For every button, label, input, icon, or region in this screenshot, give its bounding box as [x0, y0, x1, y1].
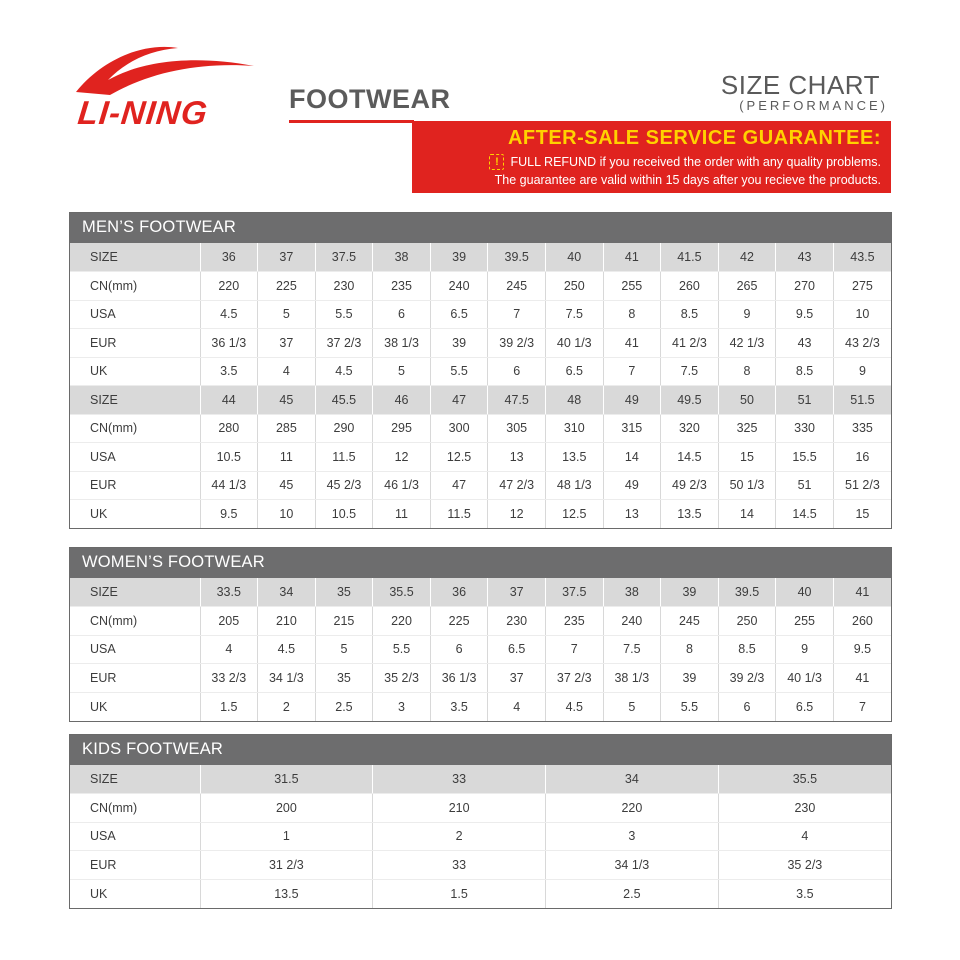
table-cell: 15 — [718, 443, 776, 472]
guarantee-line-2: The guarantee are valid within 15 days after you recieve the products. — [494, 173, 881, 187]
table-cell: 8 — [661, 635, 719, 664]
table-cell: 6.5 — [430, 300, 488, 329]
table-cell: 205 — [200, 607, 258, 636]
table-cell: 6.5 — [488, 635, 546, 664]
table-cell: 260 — [833, 607, 891, 636]
table-cell: 310 — [545, 414, 603, 443]
table-cell: 11.5 — [315, 443, 373, 472]
table-cell: 215 — [315, 607, 373, 636]
table-cell: 5.5 — [430, 357, 488, 386]
table-cell: 31 2/3 — [200, 851, 373, 880]
table-cell: 200 — [200, 794, 373, 823]
table-cell: 39 2/3 — [718, 664, 776, 693]
table-cell: 43 — [776, 243, 834, 272]
table-cell: 38 1/3 — [603, 664, 661, 693]
table-cell: 51 — [776, 386, 834, 415]
table-cell: 7 — [833, 692, 891, 721]
table-cell: 2.5 — [546, 879, 719, 908]
table-cell: 41 — [603, 329, 661, 358]
table-cell: 5.5 — [315, 300, 373, 329]
table-cell: 6.5 — [776, 692, 834, 721]
table-cell: 8.5 — [776, 357, 834, 386]
table-cell: 8.5 — [661, 300, 719, 329]
table-cell: 33 — [373, 851, 546, 880]
table-cell: 4 — [718, 822, 891, 851]
table-cell: 35 2/3 — [718, 851, 891, 880]
table-cell: 37.5 — [545, 578, 603, 607]
table-cell: 315 — [603, 414, 661, 443]
mens-footwear-section — [69, 212, 892, 529]
table-cell: 7.5 — [603, 635, 661, 664]
table-row — [70, 578, 891, 607]
table-cell: 48 1/3 — [545, 471, 603, 500]
table-cell: 220 — [373, 607, 431, 636]
table-cell: 320 — [661, 414, 719, 443]
table-cell: 34 1/3 — [258, 664, 316, 693]
table-cell: 7.5 — [545, 300, 603, 329]
table-row — [70, 300, 891, 329]
table-cell: 4 — [488, 692, 546, 721]
table-cell: 10 — [833, 300, 891, 329]
table-cell: 34 1/3 — [546, 851, 719, 880]
table-cell: 51 — [776, 471, 834, 500]
table-cell: 39 — [661, 664, 719, 693]
table-cell: 330 — [776, 414, 834, 443]
row-label: USA — [70, 822, 200, 851]
table-row — [70, 443, 891, 472]
row-label: USA — [70, 635, 200, 664]
table-cell: 235 — [373, 272, 431, 301]
table-cell: 4.5 — [200, 300, 258, 329]
table-cell: 40 1/3 — [776, 664, 834, 693]
table-cell: 46 1/3 — [373, 471, 431, 500]
table-cell: 220 — [546, 794, 719, 823]
size-table — [70, 578, 891, 721]
table-cell: 1 — [200, 822, 373, 851]
table-cell: 230 — [488, 607, 546, 636]
table-cell: 33 2/3 — [200, 664, 258, 693]
table-row — [70, 765, 891, 794]
table-cell: 335 — [833, 414, 891, 443]
table-row — [70, 635, 891, 664]
table-cell: 45 — [258, 386, 316, 415]
row-label: EUR — [70, 664, 200, 693]
table-cell: 37 2/3 — [545, 664, 603, 693]
table-cell: 12 — [373, 443, 431, 472]
section-heading: MEN’S FOOTWEAR — [70, 213, 891, 243]
table-cell: 37 — [258, 329, 316, 358]
table-cell: 38 1/3 — [373, 329, 431, 358]
table-cell: 270 — [776, 272, 834, 301]
table-cell: 255 — [776, 607, 834, 636]
table-cell: 45 — [258, 471, 316, 500]
row-label: UK — [90, 699, 108, 714]
table-cell: 45.5 — [315, 386, 373, 415]
table-cell: 39.5 — [488, 243, 546, 272]
table-row — [70, 386, 891, 415]
table-cell: 9 — [718, 300, 776, 329]
table-cell: 43 — [776, 329, 834, 358]
table-cell: 37 — [488, 664, 546, 693]
table-cell: 12.5 — [430, 443, 488, 472]
table-cell: 40 1/3 — [545, 329, 603, 358]
row-label: UK — [90, 507, 108, 521]
table-cell: 12 — [488, 500, 546, 529]
table-cell: 13.5 — [200, 879, 373, 908]
table-cell: 8 — [603, 300, 661, 329]
table-cell: 220 — [200, 272, 258, 301]
table-cell: 1.5 — [200, 692, 258, 721]
table-cell: 325 — [718, 414, 776, 443]
table-cell: 49 2/3 — [661, 471, 719, 500]
row-label: SIZE — [70, 578, 200, 607]
table-cell: 245 — [488, 272, 546, 301]
row-label: USA — [70, 300, 200, 329]
table-cell: 13.5 — [545, 443, 603, 472]
li-ning-logo — [70, 40, 270, 135]
table-cell: 5 — [315, 635, 373, 664]
row-label: SIZE — [70, 386, 200, 415]
table-cell: 250 — [718, 607, 776, 636]
table-cell: 47 2/3 — [488, 471, 546, 500]
table-row — [70, 357, 891, 386]
table-cell: 2 — [258, 692, 316, 721]
table-cell: 16 — [833, 443, 891, 472]
table-cell: 2 — [373, 822, 546, 851]
row-label: CN(mm) — [70, 794, 200, 823]
table-cell: 4 — [200, 635, 258, 664]
table-row — [70, 471, 891, 500]
table-cell: 6 — [488, 357, 546, 386]
table-cell: 7 — [488, 300, 546, 329]
table-cell: 240 — [430, 272, 488, 301]
row-label: USA — [70, 443, 200, 472]
table-cell: 5 — [373, 357, 431, 386]
table-row — [70, 243, 891, 272]
table-cell: 36 1/3 — [430, 664, 488, 693]
table-cell: 3 — [373, 692, 431, 721]
table-cell: 35.5 — [373, 578, 431, 607]
table-cell: 33 — [373, 765, 546, 794]
row-label: SIZE — [70, 243, 200, 272]
table-cell: 3.5 — [200, 357, 258, 386]
table-cell: 36 1/3 — [200, 329, 258, 358]
size-table — [70, 765, 891, 908]
table-cell: 9 — [833, 357, 891, 386]
table-cell: 3.5 — [430, 692, 488, 721]
size-table — [70, 243, 891, 528]
table-cell: 225 — [258, 272, 316, 301]
table-cell: 43 2/3 — [833, 329, 891, 358]
table-cell: 39 — [430, 329, 488, 358]
table-cell: 14 — [718, 500, 776, 529]
table-cell: 7 — [545, 635, 603, 664]
table-cell: 37 — [258, 243, 316, 272]
table-cell: 43.5 — [833, 243, 891, 272]
logo-text: LI-NING — [76, 94, 210, 131]
kids-footwear-section — [69, 734, 892, 909]
table-cell: 8 — [718, 357, 776, 386]
table-cell: 9.5 — [833, 635, 891, 664]
table-cell: 3 — [546, 822, 719, 851]
table-cell: 300 — [430, 414, 488, 443]
table-cell: 40 — [776, 578, 834, 607]
table-cell: 5 — [603, 692, 661, 721]
table-cell: 11 — [373, 500, 431, 529]
row-label: CN(mm) — [70, 414, 200, 443]
table-cell: 50 1/3 — [718, 471, 776, 500]
table-cell: 210 — [373, 794, 546, 823]
table-cell: 36 — [200, 243, 258, 272]
table-cell: 42 1/3 — [718, 329, 776, 358]
table-cell: 1.5 — [373, 879, 546, 908]
table-row — [70, 822, 891, 851]
table-cell: 35.5 — [718, 765, 891, 794]
table-cell: 6.5 — [545, 357, 603, 386]
table-cell: 4.5 — [258, 635, 316, 664]
table-cell: 40 — [545, 243, 603, 272]
table-cell: 48 — [545, 386, 603, 415]
table-cell: 45 2/3 — [315, 471, 373, 500]
table-cell: 47.5 — [488, 386, 546, 415]
table-cell: 38 — [603, 578, 661, 607]
table-cell: 8.5 — [718, 635, 776, 664]
table-cell: 210 — [258, 607, 316, 636]
table-cell: 14.5 — [661, 443, 719, 472]
table-cell: 9.5 — [776, 300, 834, 329]
table-cell: 265 — [718, 272, 776, 301]
table-cell: 37 — [488, 578, 546, 607]
table-cell: 41.5 — [661, 243, 719, 272]
table-cell: 280 — [200, 414, 258, 443]
table-cell: 4.5 — [315, 357, 373, 386]
table-row — [70, 500, 891, 529]
table-cell: 51.5 — [833, 386, 891, 415]
table-cell: 39 — [661, 578, 719, 607]
table-cell: 36 — [430, 578, 488, 607]
table-cell: 44 — [200, 386, 258, 415]
table-cell: 37 2/3 — [315, 329, 373, 358]
table-cell: 235 — [545, 607, 603, 636]
table-cell: 260 — [661, 272, 719, 301]
table-cell: 2.5 — [315, 692, 373, 721]
table-cell: 35 — [315, 578, 373, 607]
table-cell: 10 — [258, 500, 316, 529]
table-cell: 5.5 — [373, 635, 431, 664]
table-cell: 15 — [833, 500, 891, 529]
table-cell: 12.5 — [545, 500, 603, 529]
table-cell: 13 — [603, 500, 661, 529]
table-row — [70, 272, 891, 301]
table-cell: 6 — [430, 635, 488, 664]
table-cell: 5 — [258, 300, 316, 329]
table-cell: 7 — [603, 357, 661, 386]
table-cell: 10.5 — [315, 500, 373, 529]
table-cell: 6 — [718, 692, 776, 721]
table-cell: 39 2/3 — [488, 329, 546, 358]
table-cell: 34 — [546, 765, 719, 794]
row-label: SIZE — [70, 765, 200, 794]
womens-footwear-section — [69, 547, 892, 722]
table-row — [70, 692, 891, 721]
table-row — [70, 879, 891, 908]
table-cell: 250 — [545, 272, 603, 301]
table-cell: 35 — [315, 664, 373, 693]
table-cell: 47 — [430, 471, 488, 500]
table-cell: 230 — [718, 794, 891, 823]
page-subtitle: (PERFORMANCE) — [739, 98, 888, 113]
table-cell: 13.5 — [661, 500, 719, 529]
category-title: FOOTWEAR — [289, 84, 451, 114]
table-cell: 10.5 — [200, 443, 258, 472]
table-cell: 305 — [488, 414, 546, 443]
table-cell: 44 1/3 — [200, 471, 258, 500]
table-cell: 290 — [315, 414, 373, 443]
table-cell: 35 2/3 — [373, 664, 431, 693]
table-cell: 6 — [373, 300, 431, 329]
table-cell: 50 — [718, 386, 776, 415]
table-cell: 13 — [488, 443, 546, 472]
table-cell: 47 — [430, 386, 488, 415]
table-cell: 285 — [258, 414, 316, 443]
table-cell: 11 — [258, 443, 316, 472]
table-row — [70, 414, 891, 443]
table-cell: 275 — [833, 272, 891, 301]
table-cell: 4 — [258, 357, 316, 386]
table-cell: 14.5 — [776, 500, 834, 529]
table-cell: 51 2/3 — [833, 471, 891, 500]
row-label: CN(mm) — [70, 272, 200, 301]
table-cell: 46 — [373, 386, 431, 415]
table-cell: 9 — [776, 635, 834, 664]
table-cell: 3.5 — [718, 879, 891, 908]
page-title: SIZE CHART — [720, 70, 880, 100]
table-row — [70, 329, 891, 358]
table-cell: 41 2/3 — [661, 329, 719, 358]
table-cell: 49.5 — [661, 386, 719, 415]
table-cell: 31.5 — [200, 765, 373, 794]
section-heading: KIDS FOOTWEAR — [70, 735, 891, 765]
guarantee-line-1-text: FULL REFUND if you received the order with any quality problems. — [510, 155, 881, 169]
row-label: EUR — [70, 329, 200, 358]
table-cell: 295 — [373, 414, 431, 443]
table-cell: 41 — [833, 578, 891, 607]
table-cell: 49 — [603, 471, 661, 500]
table-cell: 38 — [373, 243, 431, 272]
row-label: UK — [90, 886, 108, 901]
table-cell: 15.5 — [776, 443, 834, 472]
logo-swoosh-icon — [70, 40, 260, 100]
section-heading: WOMEN’S FOOTWEAR — [70, 548, 891, 578]
table-row — [70, 851, 891, 880]
table-cell: 33.5 — [200, 578, 258, 607]
table-cell: 37.5 — [315, 243, 373, 272]
row-label: CN(mm) — [70, 607, 200, 636]
table-cell: 14 — [603, 443, 661, 472]
row-label: EUR — [70, 471, 200, 500]
table-row — [70, 607, 891, 636]
table-cell: 34 — [258, 578, 316, 607]
table-row — [70, 664, 891, 693]
table-cell: 9.5 — [200, 500, 258, 529]
warning-icon: ! — [489, 154, 504, 170]
row-label: UK — [70, 357, 200, 386]
table-cell: 5.5 — [661, 692, 719, 721]
table-row — [70, 794, 891, 823]
table-cell: 39 — [430, 243, 488, 272]
title-underline — [289, 120, 414, 123]
table-cell: 245 — [661, 607, 719, 636]
guarantee-title: AFTER-SALE SERVICE GUARANTEE: — [507, 127, 881, 149]
table-cell: 4.5 — [545, 692, 603, 721]
table-cell: 49 — [603, 386, 661, 415]
table-cell: 225 — [430, 607, 488, 636]
row-label: EUR — [70, 851, 200, 880]
table-cell: 240 — [603, 607, 661, 636]
table-cell: 11.5 — [430, 500, 488, 529]
table-cell: 42 — [718, 243, 776, 272]
table-cell: 41 — [833, 664, 891, 693]
table-cell: 230 — [315, 272, 373, 301]
guarantee-line-1 — [489, 154, 881, 170]
table-cell: 7.5 — [661, 357, 719, 386]
table-cell: 39.5 — [718, 578, 776, 607]
guarantee-banner — [412, 121, 891, 193]
table-cell: 41 — [603, 243, 661, 272]
table-cell: 255 — [603, 272, 661, 301]
